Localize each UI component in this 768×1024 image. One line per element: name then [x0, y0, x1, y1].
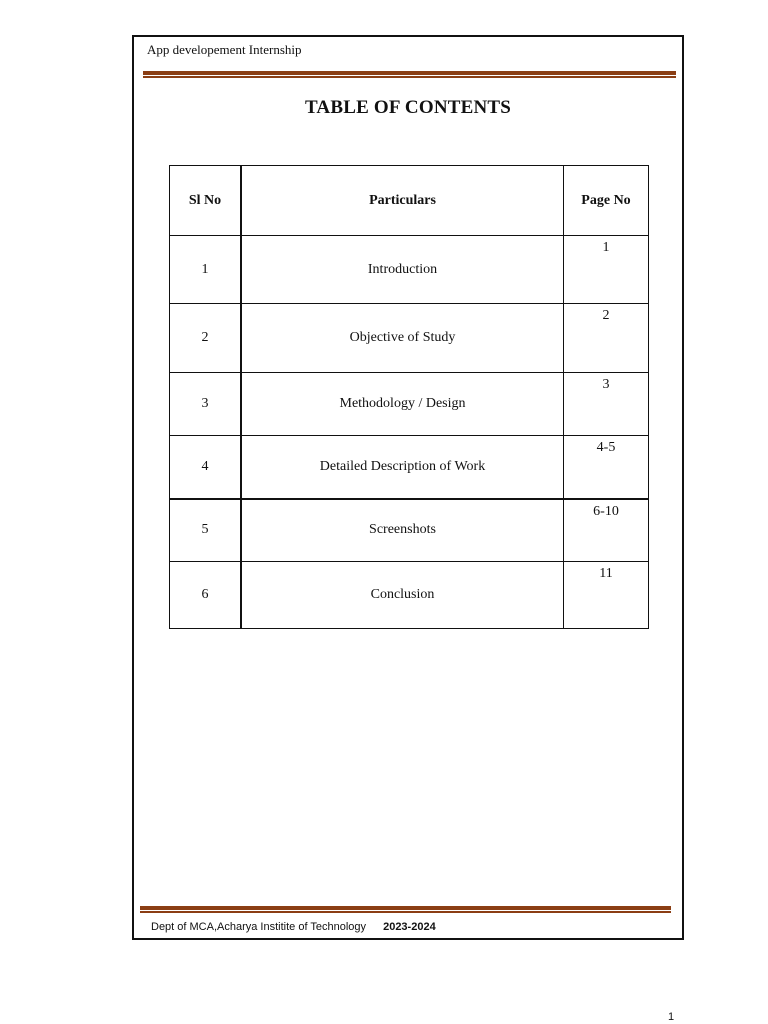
- toc-page: 6-10: [564, 499, 649, 562]
- toc-sl: 3: [170, 373, 242, 436]
- toc-sl: 2: [170, 304, 242, 373]
- toc-header-particulars: Particulars: [241, 166, 564, 236]
- toc-particulars: Conclusion: [241, 562, 564, 629]
- toc-particulars: Detailed Description of Work: [241, 436, 564, 499]
- table-row: [170, 236, 649, 304]
- toc-particulars: Methodology / Design: [241, 373, 564, 436]
- toc-page: 3: [564, 373, 649, 436]
- footer-rule-bottom: [140, 911, 671, 913]
- toc-sl: 6: [170, 562, 242, 629]
- toc-page: 4-5: [564, 436, 649, 499]
- toc-header-sl: Sl No: [170, 166, 242, 236]
- toc-page: 11: [564, 562, 649, 629]
- table-row: [170, 499, 649, 562]
- header-rule-top: [143, 71, 676, 75]
- toc-particulars: Objective of Study: [241, 304, 564, 373]
- toc-page: 1: [564, 236, 649, 304]
- footer: [151, 920, 436, 934]
- toc-particulars: Screenshots: [241, 499, 564, 562]
- toc-page: 2: [564, 304, 649, 373]
- toc-header-row: [170, 166, 649, 236]
- header-title: App developement Internship: [147, 42, 302, 57]
- toc-sl: 4: [170, 436, 242, 499]
- footer-rule-top: [140, 906, 671, 910]
- footer-department: Dept of MCA,Acharya Institite of Technology: [151, 921, 367, 933]
- toc-header-page: Page No: [564, 166, 649, 236]
- table-row: [170, 373, 649, 436]
- table-row: [170, 304, 649, 373]
- table-row: [170, 562, 649, 629]
- footer-year: 2023-2024: [383, 921, 436, 933]
- toc-sl: 1: [170, 236, 242, 304]
- header-rule-bottom: [143, 76, 676, 78]
- toc-sl: 5: [170, 499, 242, 562]
- toc-table: [169, 165, 649, 629]
- table-row: [170, 436, 649, 499]
- document-title: TABLE OF CONTENTS: [304, 97, 512, 118]
- page-number: 1: [668, 1011, 675, 1023]
- toc-particulars: Introduction: [241, 236, 564, 304]
